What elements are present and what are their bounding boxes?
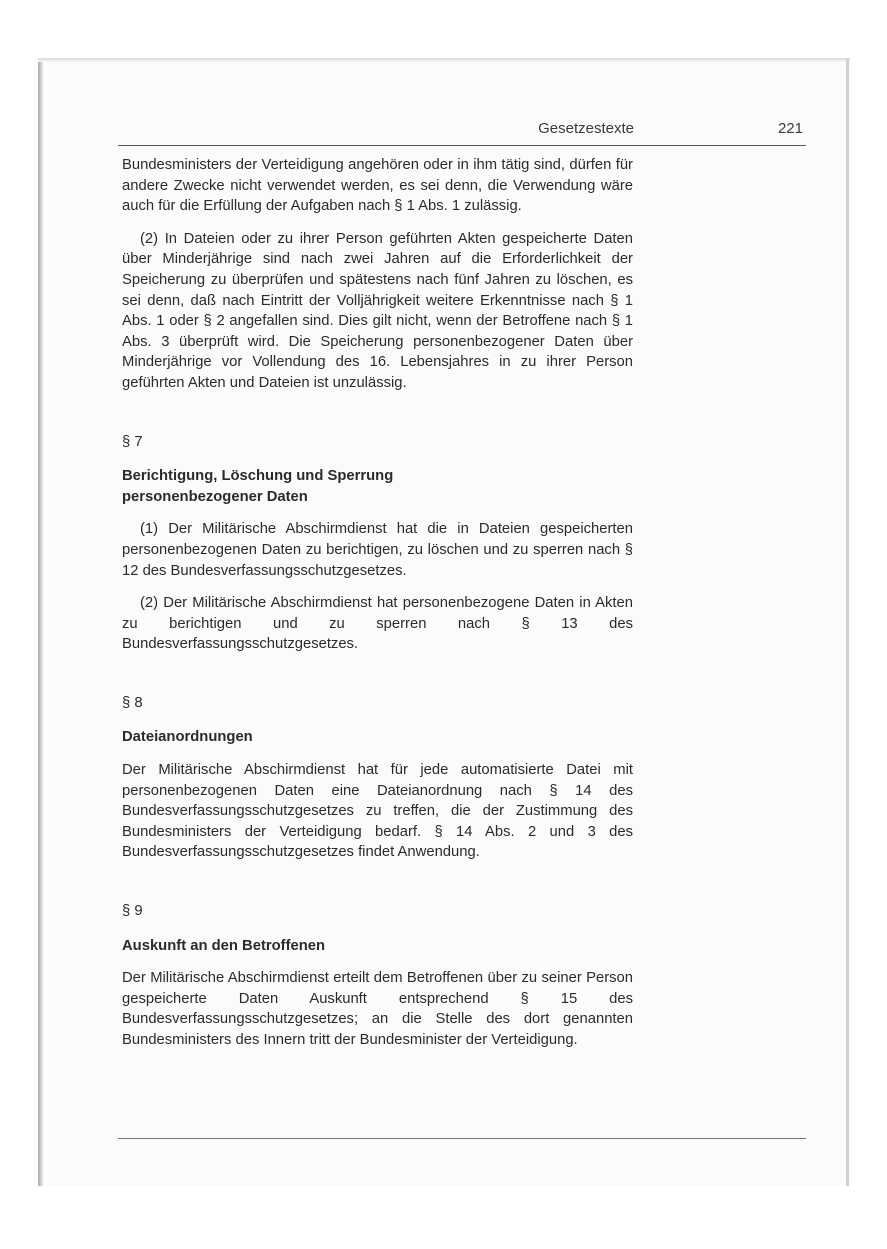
section-title: Dateianordnungen (122, 729, 253, 746)
page-right-edge (846, 58, 849, 1186)
paragraph-2: (2) In Dateien oder zu ihrer Person geführten Akten gespeicherte Daten über Minderjährige sind nach zwei Jahren auf die Erforderlichkeit der Speicherung zu überprüfen und spätestens nach fünf Jahren zu löschen, es sei denn, daß nach Eintritt der Volljährigkeit weitere Erkenntnisse nach § 1 Abs. 1 oder § 2 angefallen sind. Dies gilt nicht, wenn der Betroffene nach § 1 Abs. 3 überprüft wird. Die Speicherung personenbezogener Daten über Minderjährige vor Vollendung des 16. Lebensjahres in zu ihrer Person geführten Akten und Dateien ist unzulässig. (122, 230, 633, 391)
section-title: Auskunft an den Betroffenen (122, 937, 326, 954)
footer-rule (118, 1138, 806, 1139)
page-top-edge-shadow (38, 58, 850, 62)
section-paragraph: (1) Der Militärische Abschirmdienst hat die in Dateien gespeicherten personenbezogenen Daten zu berichtigen, zu löschen und zu sperren nach § 12 des Bundesverfassungsschutzgesetzes. (122, 521, 633, 579)
section-paragraph: (2) Der Militärische Abschirmdienst hat personenbezogene Daten in Akten zu berichtigen und zu sperren nach § 13 des Bundesverfassungsschutzgesetzes. (122, 595, 633, 653)
page-left-edge-shadow (38, 58, 43, 1186)
running-title: Gesetzestexte (538, 120, 634, 137)
section-title-line-2: personenbezogener Daten (122, 488, 308, 505)
section-paragraph: Der Militärische Abschirmdienst hat für jede automatisierte Datei mit personenbezogenen Daten eine Dateianordnung nach § 14 des Bundesverfassungsschutzgesetzes zu treffen, die der Zustimmung des Bundesministers der Verteidigung bedarf. § 14 Abs. 2 und 3 des Bundesverfassungsschutzgesetzes findet Anwendung. (122, 762, 633, 861)
section-number: § 9 (122, 903, 143, 920)
running-header (118, 120, 806, 144)
section-title: Berichtigung, Löschung und Sperrung (122, 468, 394, 485)
section-8 (122, 693, 633, 863)
section-paragraph: Der Militärische Abschirmdienst erteilt dem Betroffenen über zu seiner Person gespeicherte Daten Auskunft entsprechend § 15 des Bundesverfassungsschutzgesetzes; an die Stelle des dort genannten Bundesministers des Innern tritt der Bundesminister der Verteidigung. (122, 970, 633, 1048)
section-7 (122, 432, 633, 655)
section-number: § 7 (122, 433, 143, 450)
continuation-paragraph: Bundesministers der Verteidigung angehören oder in ihm tätig sind, dürfen für andere Zwecke nicht verwendet werden, es sei denn, die Verwendung wäre auch für die Erfüllung der Aufgaben nach § 1 Abs. 1 zulässig. (122, 157, 633, 215)
section-9 (122, 901, 633, 1051)
section-number: § 8 (122, 694, 143, 711)
page-number: 221 (777, 120, 803, 137)
page-body (122, 155, 633, 1051)
header-rule (118, 145, 806, 146)
